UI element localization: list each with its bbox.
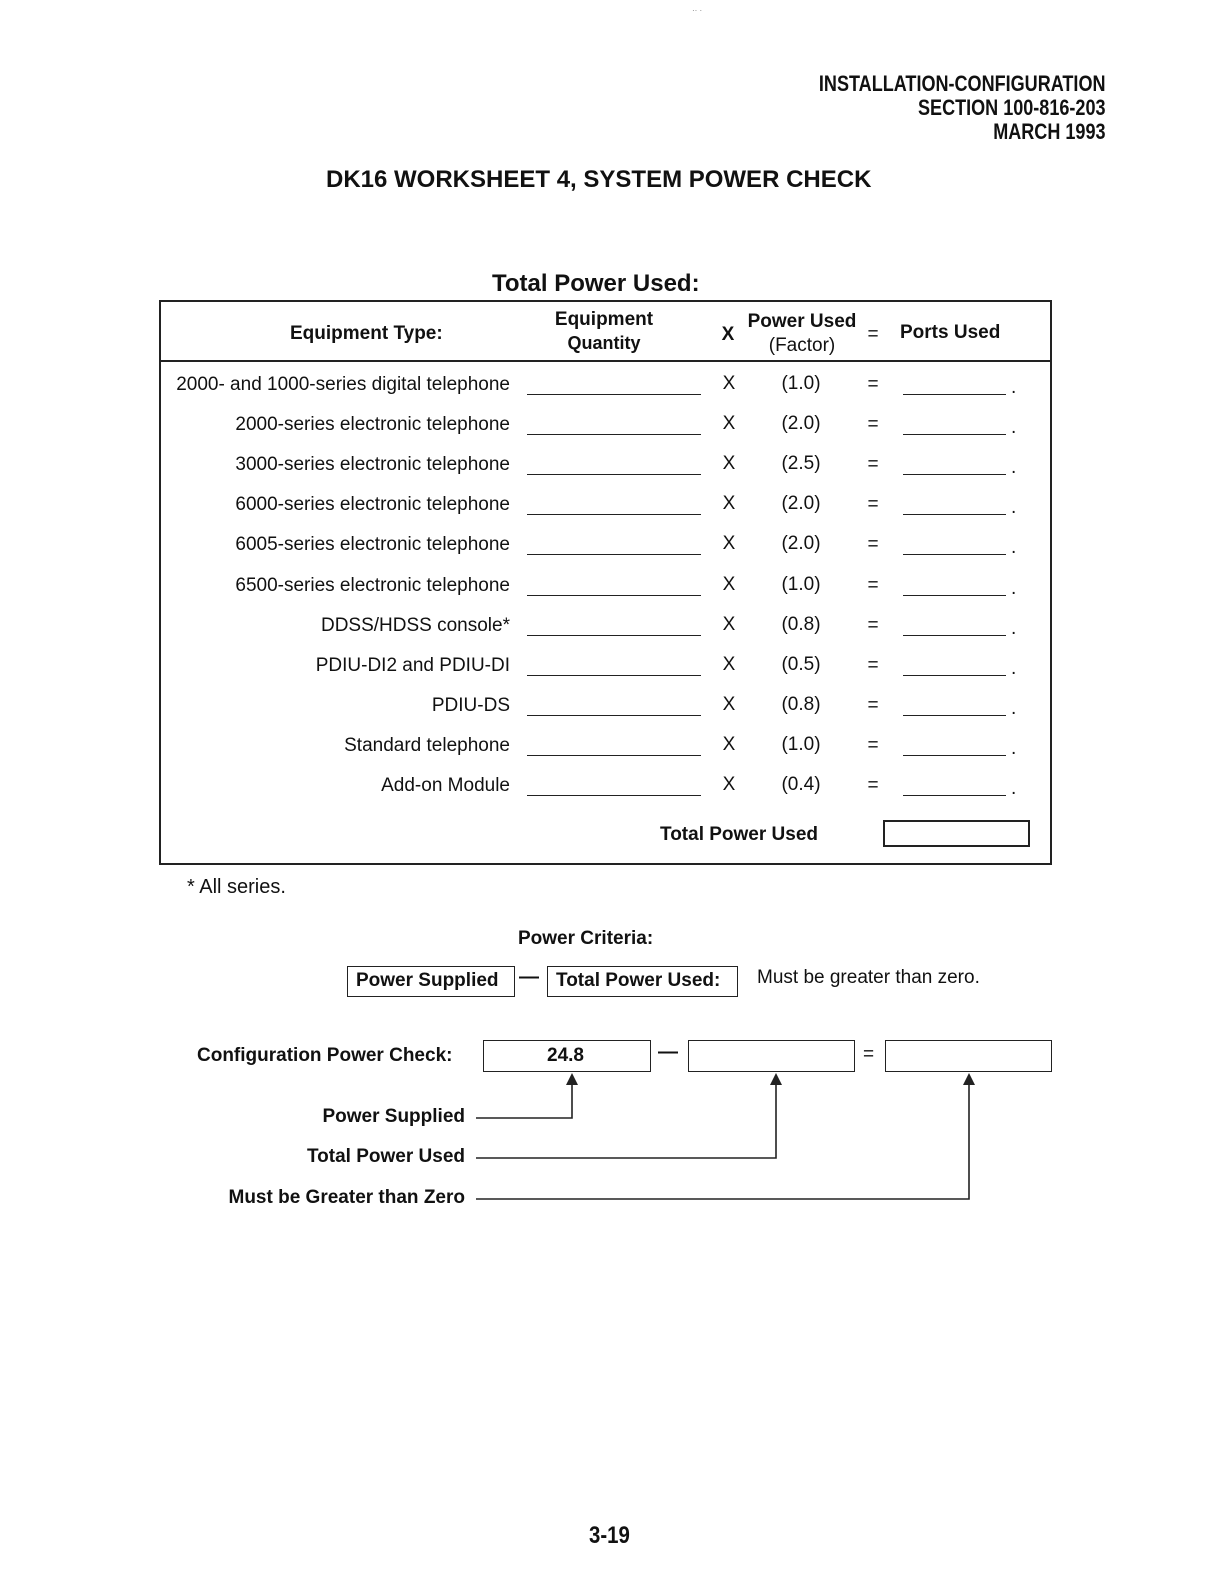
arrow-head-power-supplied	[566, 1073, 578, 1085]
equals-sign: =	[867, 695, 879, 716]
row-end-period: .	[1011, 417, 1017, 438]
col-header-factor: (Factor)	[768, 335, 836, 356]
multiply-sign: X	[722, 654, 736, 675]
equals-sign: =	[867, 655, 879, 676]
row-end-period: .	[1011, 618, 1017, 639]
row-end-period: .	[1011, 698, 1017, 719]
equals-sign: =	[867, 534, 879, 555]
multiply-sign: X	[722, 774, 736, 795]
col-header-ports-used: Ports Used	[900, 322, 1001, 343]
header-line-1: INSTALLATION-CONFIGURATION	[819, 71, 1106, 96]
criteria-minus: —	[519, 966, 539, 988]
multiply-sign: X	[722, 493, 736, 514]
multiply-sign: X	[722, 734, 736, 755]
row-label: PDIU-DI2 and PDIU-DI	[315, 655, 510, 676]
row-end-period: .	[1011, 778, 1017, 799]
equals-sign: =	[867, 374, 879, 395]
page-title: DK16 WORKSHEET 4, SYSTEM POWER CHECK	[326, 166, 872, 193]
footnote: * All series.	[187, 876, 286, 898]
equals-sign: =	[867, 775, 879, 796]
header-line-3: MARCH 1993	[993, 119, 1106, 144]
total-power-heading: Total Power Used:	[492, 270, 700, 297]
power-factor: (2.0)	[781, 533, 821, 554]
equals-sign: =	[867, 615, 879, 636]
equals-sign: =	[867, 735, 879, 756]
header-line-2: SECTION 100-816-203	[918, 95, 1106, 120]
power-supplied-field[interactable]: 24.8	[483, 1040, 651, 1072]
arrow-head-total-used	[770, 1073, 782, 1085]
power-factor: (0.8)	[781, 614, 821, 635]
leader-label-total-used: Total Power Used	[306, 1146, 465, 1167]
leader-label-greater-zero: Must be Greater than Zero	[228, 1187, 465, 1208]
config-equals: =	[863, 1044, 875, 1065]
power-factor: (1.0)	[781, 574, 821, 595]
row-end-period: .	[1011, 457, 1017, 478]
row-label: Add-on Module	[381, 775, 510, 796]
power-factor: (1.0)	[781, 373, 821, 394]
multiply-sign: X	[722, 614, 736, 635]
row-label: 6500-series electronic telephone	[235, 575, 510, 596]
row-end-period: .	[1011, 537, 1017, 558]
col-header-equipment-type: Equipment Type:	[290, 323, 443, 344]
leader-line-power-supplied	[476, 1080, 572, 1118]
row-label: 6005-series electronic telephone	[235, 534, 510, 555]
equals-sign: =	[867, 414, 879, 435]
col-header-equals: =	[867, 324, 879, 345]
scan-speck: ·· ·	[692, 6, 703, 15]
multiply-sign: X	[722, 453, 736, 474]
row-label: 2000- and 1000-series digital telephone	[176, 374, 510, 395]
criteria-total-used-box: Total Power Used:	[547, 966, 738, 997]
multiply-sign: X	[722, 694, 736, 715]
row-end-period: .	[1011, 658, 1017, 679]
row-label: 2000-series electronic telephone	[235, 414, 510, 435]
row-label: DDSS/HDSS console*	[320, 615, 510, 636]
power-factor: (2.5)	[781, 453, 821, 474]
row-label: 3000-series electronic telephone	[235, 454, 510, 475]
equals-sign: =	[867, 454, 879, 475]
criteria-note: Must be greater than zero.	[757, 967, 980, 988]
multiply-sign: X	[722, 373, 736, 394]
leader-label-power-supplied: Power Supplied	[322, 1106, 465, 1127]
col-header-quantity-1: Equipment	[554, 309, 654, 330]
row-label: 6000-series electronic telephone	[235, 494, 510, 515]
multiply-sign: X	[722, 574, 736, 595]
leader-line-total-used	[476, 1080, 776, 1158]
multiply-sign: X	[722, 533, 736, 554]
total-power-used-label: Total Power Used	[660, 824, 819, 845]
power-factor: (2.0)	[781, 413, 821, 434]
config-minus: —	[658, 1041, 678, 1063]
row-end-period: .	[1011, 377, 1017, 398]
multiply-sign: X	[722, 413, 736, 434]
config-power-check-label: Configuration Power Check:	[197, 1045, 453, 1066]
row-label: PDIU-DS	[431, 695, 510, 716]
power-criteria-title: Power Criteria:	[518, 928, 654, 949]
equals-sign: =	[867, 575, 879, 596]
col-header-quantity-2: Quantity	[567, 333, 641, 353]
page-number: 3-19	[589, 1522, 630, 1549]
row-label: Standard telephone	[344, 735, 510, 756]
row-end-period: .	[1011, 578, 1017, 599]
leader-line-greater-zero	[476, 1080, 969, 1199]
power-factor: (0.8)	[781, 694, 821, 715]
equals-sign: =	[867, 494, 879, 515]
power-factor: (0.5)	[781, 654, 821, 675]
col-header-multiply: X	[721, 324, 735, 345]
arrow-head-greater-zero	[963, 1073, 975, 1085]
criteria-power-supplied-box: Power Supplied	[347, 966, 515, 997]
row-end-period: .	[1011, 738, 1017, 759]
power-factor: (1.0)	[781, 734, 821, 755]
row-end-period: .	[1011, 497, 1017, 518]
col-header-power-used: Power Used	[747, 311, 857, 332]
power-factor: (0.4)	[781, 774, 821, 795]
power-factor: (2.0)	[781, 493, 821, 514]
